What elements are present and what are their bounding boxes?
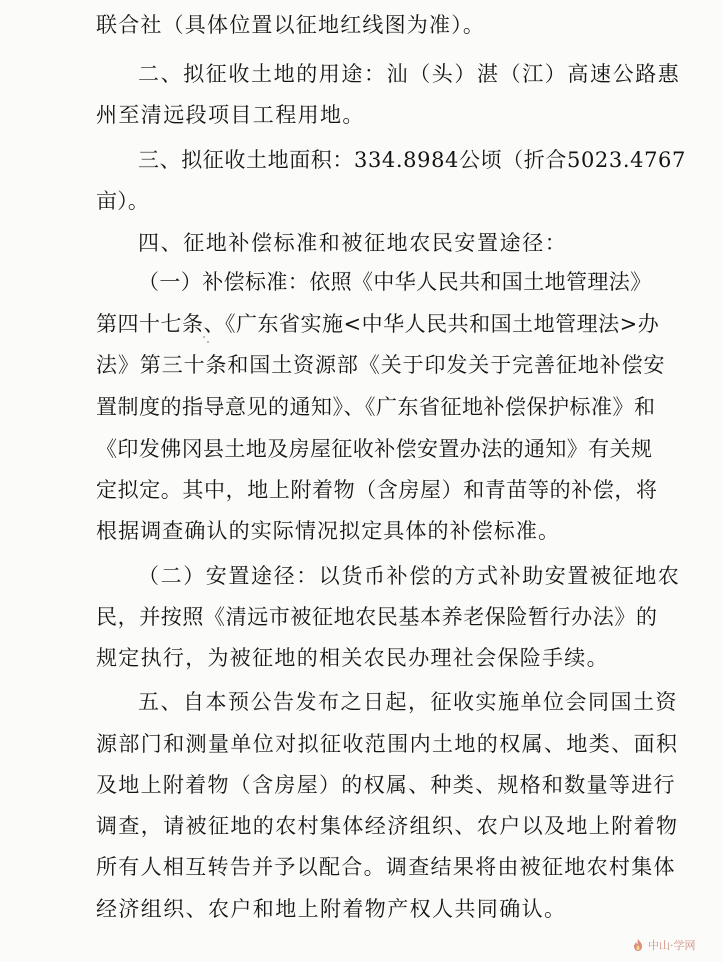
text-line: （一）补偿标准：依照《中华人民共和国土地管理法》 [138,270,652,294]
text-line: 二、拟征收土地的用途：汕（头）湛（江）高速公路惠 [138,62,681,86]
text-line: 所有人相互转告并予以配合。调查结果将由被征地农村集体 [96,855,676,879]
scan-speck [207,341,209,343]
text-line: 源部门和测量单位对拟征收范围内土地的权属、地类、面积 [96,732,679,756]
text-line: 置制度的指导意见的通知》、《广东省征地补偿保护标准》和 [96,395,656,419]
text-line: 州至清远段项目工程用地。 [96,103,365,127]
text-line: 亩）。 [96,189,150,213]
flame-logo-icon [631,938,645,952]
text-line: 根据调查确认的实际情况拟定具体的补偿标准。 [96,519,561,543]
site-watermark [631,934,717,956]
text-line: 联合社（具体位置以征地红线图为准）。 [96,13,486,37]
text-line: 定拟定。其中，地上附着物（含房屋）和青苗等的补偿，将 [96,478,658,502]
text-line: 法》第三十条和国土资源部《关于印发关于完善征地补偿安 [96,353,666,377]
text-line: 规定执行，为被征地的相关农民办理社会保险手续。 [96,646,609,670]
text-line: 《印发佛冈县土地及房屋征收补偿安置办法的通知》有关规 [96,437,653,461]
scan-speck [203,336,205,338]
text-line: 及地上附着物（含房屋）的权属、种类、规格和数量等进行 [96,773,676,797]
text-line: （二）安置途径：以货币补偿的方式补助安置被征地农 [138,564,681,588]
text-line: 民，并按照《清远市被征地农民基本养老保险暂行办法》的 [96,605,658,629]
text-line: 经济组织、农户和地上附着物产权人共同确认。 [96,897,567,921]
text-line: 第四十七条、《广东省实施<中华人民共和国土地管理法>办 [96,312,660,336]
text-line: 三、拟征收土地面积：334.8984公顷（折合5023.4767 [138,148,686,172]
watermark-text: 中山·学网 [648,939,696,952]
text-line: 调查，请被征地的农村集体经济组织、农户以及地上附着物 [96,814,679,838]
text-line: 五、自本预公告发布之日起，征收实施单位会同国土资 [138,690,678,714]
text-line: 四、征地补偿标准和被征地农民安置途径： [138,231,568,255]
